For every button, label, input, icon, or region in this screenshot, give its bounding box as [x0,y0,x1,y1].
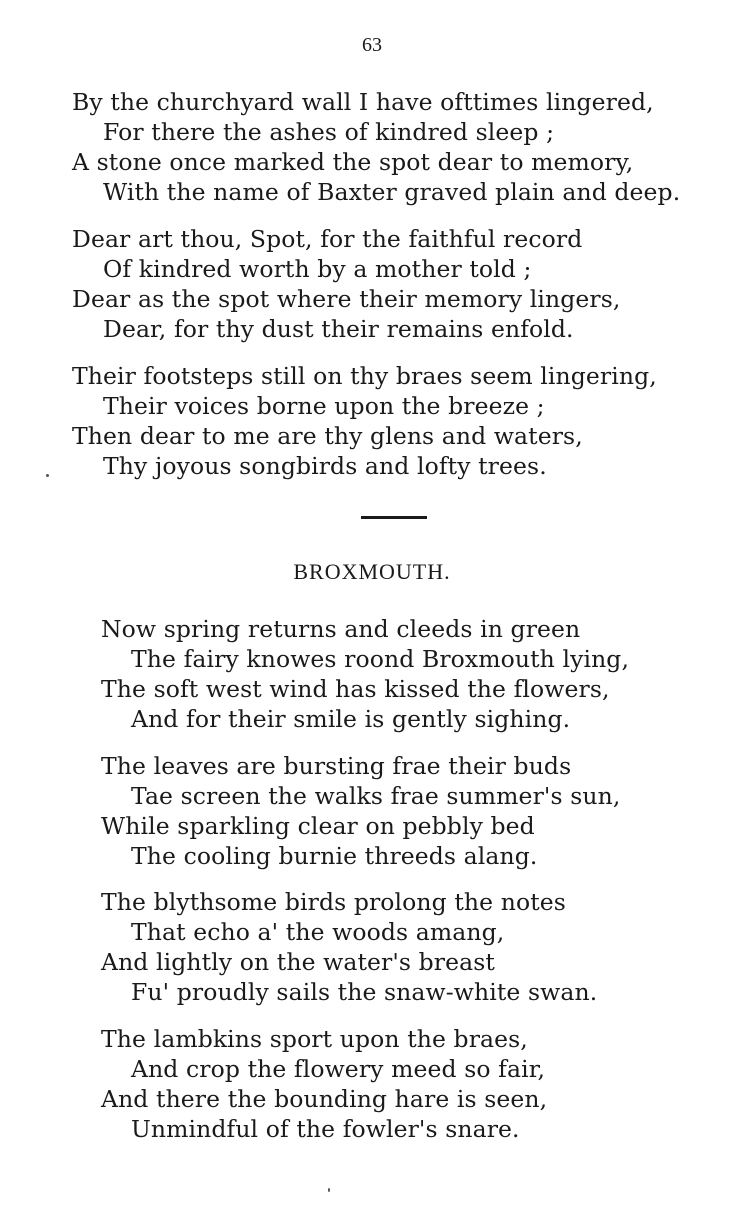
page-number: 63 [362,34,382,56]
poem-line: The lambkins sport upon the braes, [101,1025,528,1053]
poem-line: Then dear to me are thy glens and waters, [72,422,583,450]
print-speck [46,474,49,477]
poem-line: The blythsome birds prolong the notes [101,888,566,916]
poem-line: And lightly on the water's breast [101,948,495,976]
poem-line: And there the bounding hare is seen, [101,1085,548,1113]
poem-line: While sparkling clear on pebbly bed [101,812,535,840]
poem-line: A stone once marked the spot dear to memory, [72,148,634,176]
poem-line: Their voices borne upon the breeze ; [103,392,545,420]
poem-line: Dear, for thy dust their remains enfold. [103,315,574,343]
poem-line: Dear art thou, Spot, for the faithful record [72,225,583,253]
poem-line: That echo a' the woods amang, [131,918,505,946]
poem-line: Unmindful of the fowler's snare. [131,1115,520,1143]
print-speck [328,1188,330,1192]
poem-line: The soft west wind has kissed the flowers, [101,675,610,703]
poem-line: Thy joyous songbirds and lofty trees. [103,452,547,480]
poem-line: Of kindred worth by a mother told ; [103,255,532,283]
poem-line: Fu' proudly sails the snaw-white swan. [131,978,598,1006]
poem-line: The fairy knowes roond Broxmouth lying, [131,645,630,673]
poem-line: Now spring returns and cleeds in green [101,615,581,643]
poem-line: By the churchyard wall I have ofttimes lingered, [72,88,654,116]
poem-line: The leaves are bursting frae their buds [101,752,572,780]
poem-line: Tae screen the walks frae summer's sun, [131,782,621,810]
poem-line: Dear as the spot where their memory lingers, [72,285,621,313]
poem-line: For there the ashes of kindred sleep ; [103,118,555,146]
poem-line: Their footsteps still on thy braes seem lingering, [72,362,657,390]
poem-line: With the name of Baxter graved plain and deep. [103,178,681,206]
poem-line: And for their smile is gently sighing. [131,705,571,733]
section-divider [361,516,427,519]
poem-line: And crop the flowery meed so fair, [131,1055,546,1083]
poem-title: BROXMOUTH. [293,559,451,584]
poem-line: The cooling burnie threeds alang. [131,842,538,870]
